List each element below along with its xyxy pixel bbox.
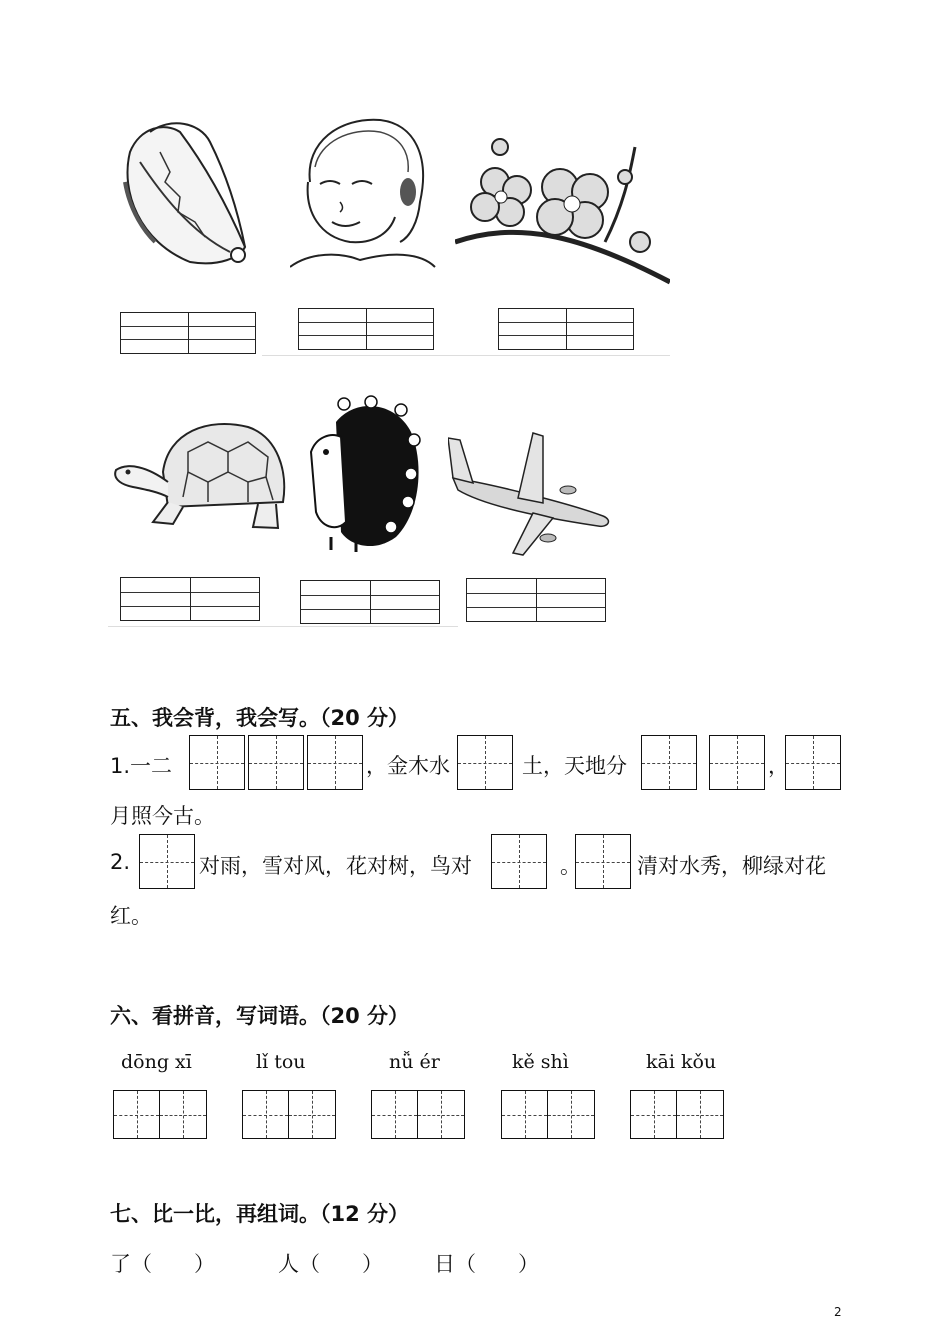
line2-text: 。: [560, 854, 581, 878]
compare-item[interactable]: 人（ ）: [278, 1252, 383, 1276]
writing-grid[interactable]: [676, 1090, 724, 1139]
writing-grid[interactable]: [371, 1090, 418, 1139]
line1-text: ，金木水: [366, 754, 450, 778]
writing-grid[interactable]: [113, 1090, 160, 1139]
pinyin-label: nǚ ér: [389, 1051, 440, 1073]
answer-box-turtle[interactable]: [120, 577, 260, 621]
divider: [108, 626, 458, 627]
line1-continuation: 月照今古。: [110, 804, 215, 828]
writing-grid[interactable]: [417, 1090, 465, 1139]
writing-grid[interactable]: [785, 735, 841, 790]
answer-box-hedgehog[interactable]: [300, 580, 440, 624]
writing-grid[interactable]: [189, 735, 245, 790]
airplane-picture: [448, 428, 613, 558]
line2-continuation: 红。: [110, 904, 152, 928]
pinyin-label: kě shì: [512, 1051, 569, 1073]
line2-text: 清对水秀，柳绿对花: [637, 854, 826, 878]
answer-box-airplane[interactable]: [466, 578, 606, 622]
compare-item[interactable]: 日（ ）: [434, 1252, 539, 1276]
section7-title: 七、比一比，再组词。（12 分）: [110, 1202, 410, 1226]
pinyin-label: dōng xī: [121, 1051, 192, 1073]
writing-grid[interactable]: [547, 1090, 595, 1139]
writing-grid[interactable]: [307, 735, 363, 790]
hedgehog-picture: [296, 392, 424, 557]
divider: [262, 355, 670, 356]
section5-title: 五、我会背，我会写。（20 分）: [110, 706, 410, 730]
page-number: 2: [834, 1305, 842, 1319]
answer-box-cabbage[interactable]: [120, 312, 256, 354]
writing-grid[interactable]: [491, 834, 547, 889]
writing-grid[interactable]: [709, 735, 765, 790]
line2-text: 对雨，雪对风，花对树，鸟对: [199, 854, 472, 878]
compare-item[interactable]: 了（ ）: [110, 1252, 215, 1276]
writing-grid[interactable]: [575, 834, 631, 889]
writing-grid[interactable]: [159, 1090, 207, 1139]
line2-prefix: 2.: [110, 850, 131, 874]
cabbage-picture: [110, 112, 260, 272]
line1-comma: ，: [768, 754, 789, 778]
writing-grid[interactable]: [242, 1090, 289, 1139]
writing-grid[interactable]: [457, 735, 513, 790]
line1-text: 土，天地分: [522, 754, 627, 778]
plum-blossom-picture: [455, 122, 670, 292]
turtle-picture: [108, 412, 290, 537]
line1-prefix: 1.一二: [110, 754, 173, 778]
writing-grid[interactable]: [139, 834, 195, 889]
answer-box-plum[interactable]: [498, 308, 634, 350]
writing-grid[interactable]: [288, 1090, 336, 1139]
writing-grid[interactable]: [630, 1090, 677, 1139]
writing-grid[interactable]: [501, 1090, 548, 1139]
writing-grid[interactable]: [248, 735, 304, 790]
pinyin-label: kāi kǒu: [646, 1051, 717, 1073]
writing-grid[interactable]: [641, 735, 697, 790]
answer-box-grandma[interactable]: [298, 308, 434, 350]
pinyin-label: lǐ tou: [256, 1051, 306, 1073]
grandma-picture: [290, 112, 440, 272]
section6-title: 六、看拼音，写词语。（20 分）: [110, 1004, 410, 1028]
